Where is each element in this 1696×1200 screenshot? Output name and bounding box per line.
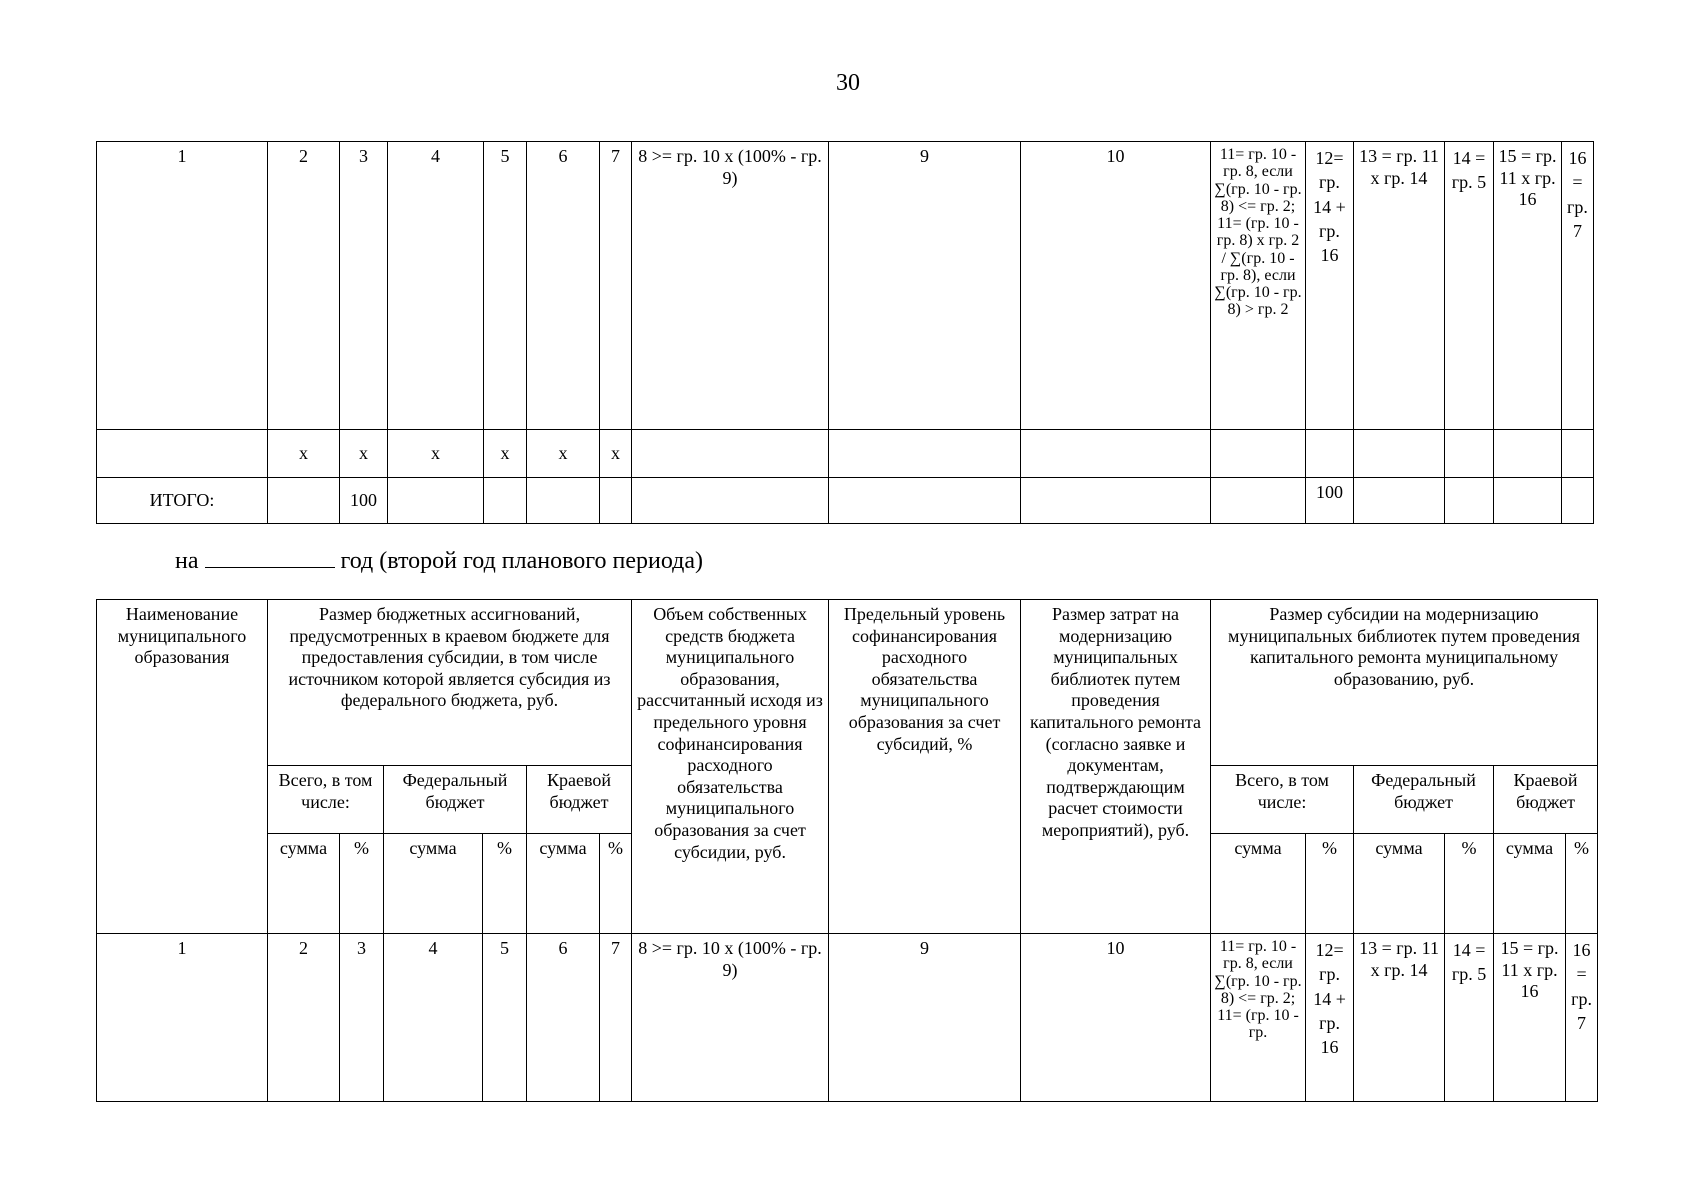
col-num-3: 3 <box>340 142 388 430</box>
cell-empty <box>1306 430 1354 478</box>
header-percent: % <box>600 834 632 934</box>
col-num-8: 8 >= гр. 10 х (100% - гр. 9) <box>632 934 829 1102</box>
cell-empty <box>1021 430 1211 478</box>
header-regional: Краевой бюджет <box>1494 766 1598 834</box>
period-subtitle <box>175 547 703 575</box>
cell-empty <box>1354 478 1445 524</box>
table-second-planning-year <box>96 599 1598 1102</box>
header-sum: сумма <box>1354 834 1445 934</box>
col-num-14: 14 = гр. 5 <box>1445 142 1494 430</box>
header-sum: сумма <box>527 834 600 934</box>
cell-empty <box>829 478 1021 524</box>
header-percent: % <box>1566 834 1598 934</box>
cell-empty <box>1562 430 1594 478</box>
cell-empty <box>527 478 600 524</box>
cell-municipality <box>97 430 268 478</box>
col-num-4: 4 <box>384 934 483 1102</box>
col-num-3: 3 <box>340 934 384 1102</box>
total-label: ИТОГО: <box>97 478 268 524</box>
subtitle-prefix: на <box>175 548 199 574</box>
cell-mark: х <box>388 430 484 478</box>
header-federal: Федеральный бюджет <box>384 766 527 834</box>
cell-empty <box>1354 430 1445 478</box>
col-num-1: 1 <box>97 142 268 430</box>
col-num-16: 16 = гр. 7 <box>1566 934 1598 1102</box>
header-sum: сумма <box>384 834 483 934</box>
col-num-4: 4 <box>388 142 484 430</box>
cell-empty <box>1445 478 1494 524</box>
header-costs: Размер затрат на модернизацию муниципальных библиотек путем проведения капитального ремонта (согласно заявке и документам, подтверждающим расчет стоимости мероприятий), руб. <box>1021 600 1211 934</box>
cell-empty <box>1211 478 1306 524</box>
col-num-2: 2 <box>268 142 340 430</box>
col-num-16: 16 = гр. 7 <box>1562 142 1594 430</box>
header-own-funds: Объем собственных средств бюджета муниципального образования, рассчитанный исходя из предельного уровня софинансирования расходного обязательства муниципального образования за счет субсидии, руб. <box>632 600 829 934</box>
year-blank <box>205 547 335 568</box>
col-num-15: 15 = гр. 11 х гр. 16 <box>1494 934 1566 1102</box>
col-num-5: 5 <box>484 142 527 430</box>
header-subsidy-size: Размер субсидии на модернизацию муниципальных библиотек путем проведения капитального ремонта муниципальному образованию, руб. <box>1211 600 1598 766</box>
cell-empty <box>600 478 632 524</box>
subtitle-suffix: год (второй год планового периода) <box>340 548 704 574</box>
table-row <box>97 430 1594 478</box>
total-col3: 100 <box>340 478 388 524</box>
col-num-10: 10 <box>1021 142 1211 430</box>
col-num-6: 6 <box>527 142 600 430</box>
col-num-7: 7 <box>600 934 632 1102</box>
col-num-9: 9 <box>829 934 1021 1102</box>
header-total-incl: Всего, в том числе: <box>1211 766 1354 834</box>
total-row <box>97 478 1594 524</box>
header-sum: сумма <box>268 834 340 934</box>
cell-empty <box>388 478 484 524</box>
cell-empty <box>1562 478 1594 524</box>
page-number: 30 <box>836 70 860 96</box>
col-num-8: 8 >= гр. 10 х (100% - гр. 9) <box>632 142 829 430</box>
table-first-year <box>96 141 1594 524</box>
header-total-incl: Всего, в том числе: <box>268 766 384 834</box>
cell-empty <box>484 478 527 524</box>
total-col12: 100 <box>1306 478 1354 524</box>
cell-mark: х <box>527 430 600 478</box>
col-num-2: 2 <box>268 934 340 1102</box>
header-municipality: Наименование муниципального образования <box>97 600 268 934</box>
header-row-1 <box>97 600 1598 766</box>
cell-empty <box>1021 478 1211 524</box>
cell-empty <box>1211 430 1306 478</box>
col-num-11: 11= гр. 10 - гр. 8, если ∑(гр. 10 - гр. 8) <= гр. 2; 11= (гр. 10 - гр. <box>1211 934 1306 1102</box>
col-num-6: 6 <box>527 934 600 1102</box>
col-num-13: 13 = гр. 11 х гр. 14 <box>1354 934 1445 1102</box>
col-num-5: 5 <box>483 934 527 1102</box>
header-percent: % <box>1445 834 1494 934</box>
header-budget-allocations: Размер бюджетных ассигнований, предусмотренных в краевом бюджете для предоставления субсидии, в том числе источником которой является субсидия из федерального бюджета, руб. <box>268 600 632 766</box>
header-federal: Федеральный бюджет <box>1354 766 1494 834</box>
col-num-7: 7 <box>600 142 632 430</box>
header-percent: % <box>340 834 384 934</box>
header-sum: сумма <box>1494 834 1566 934</box>
col-num-10: 10 <box>1021 934 1211 1102</box>
header-percent: % <box>483 834 527 934</box>
col-num-14: 14 = гр. 5 <box>1445 934 1494 1102</box>
header-sum: сумма <box>1211 834 1306 934</box>
col-num-11: 11= гр. 10 - гр. 8, если ∑(гр. 10 - гр. 8) <= гр. 2; 11= (гр. 10 - гр. 8) х гр. 2 / ∑(гр. 10 - гр. 8), если ∑(гр. 10 - гр. 8) > гр. 2 <box>1211 142 1306 430</box>
cell-mark: х <box>268 430 340 478</box>
cell-empty <box>632 478 829 524</box>
cell-mark: х <box>484 430 527 478</box>
cell-empty <box>268 478 340 524</box>
cell-empty <box>1445 430 1494 478</box>
col-num-12: 12= гр. 14 + гр. 16 <box>1306 934 1354 1102</box>
header-percent: % <box>1306 834 1354 934</box>
cell-empty <box>1494 478 1562 524</box>
header-cofinancing-level: Предельный уровень софинансирования расходного обязательства муниципального образования за счет субсидий, % <box>829 600 1021 934</box>
col-num-1: 1 <box>97 934 268 1102</box>
cell-empty <box>1494 430 1562 478</box>
cell-mark: х <box>340 430 388 478</box>
header-regional: Краевой бюджет <box>527 766 632 834</box>
column-numbers-row <box>97 142 1594 430</box>
column-numbers-row <box>97 934 1598 1102</box>
cell-empty <box>829 430 1021 478</box>
cell-mark: х <box>600 430 632 478</box>
cell-empty <box>632 430 829 478</box>
col-num-13: 13 = гр. 11 х гр. 14 <box>1354 142 1445 430</box>
col-num-9: 9 <box>829 142 1021 430</box>
col-num-15: 15 = гр. 11 х гр. 16 <box>1494 142 1562 430</box>
col-num-12: 12= гр. 14 + гр. 16 <box>1306 142 1354 430</box>
